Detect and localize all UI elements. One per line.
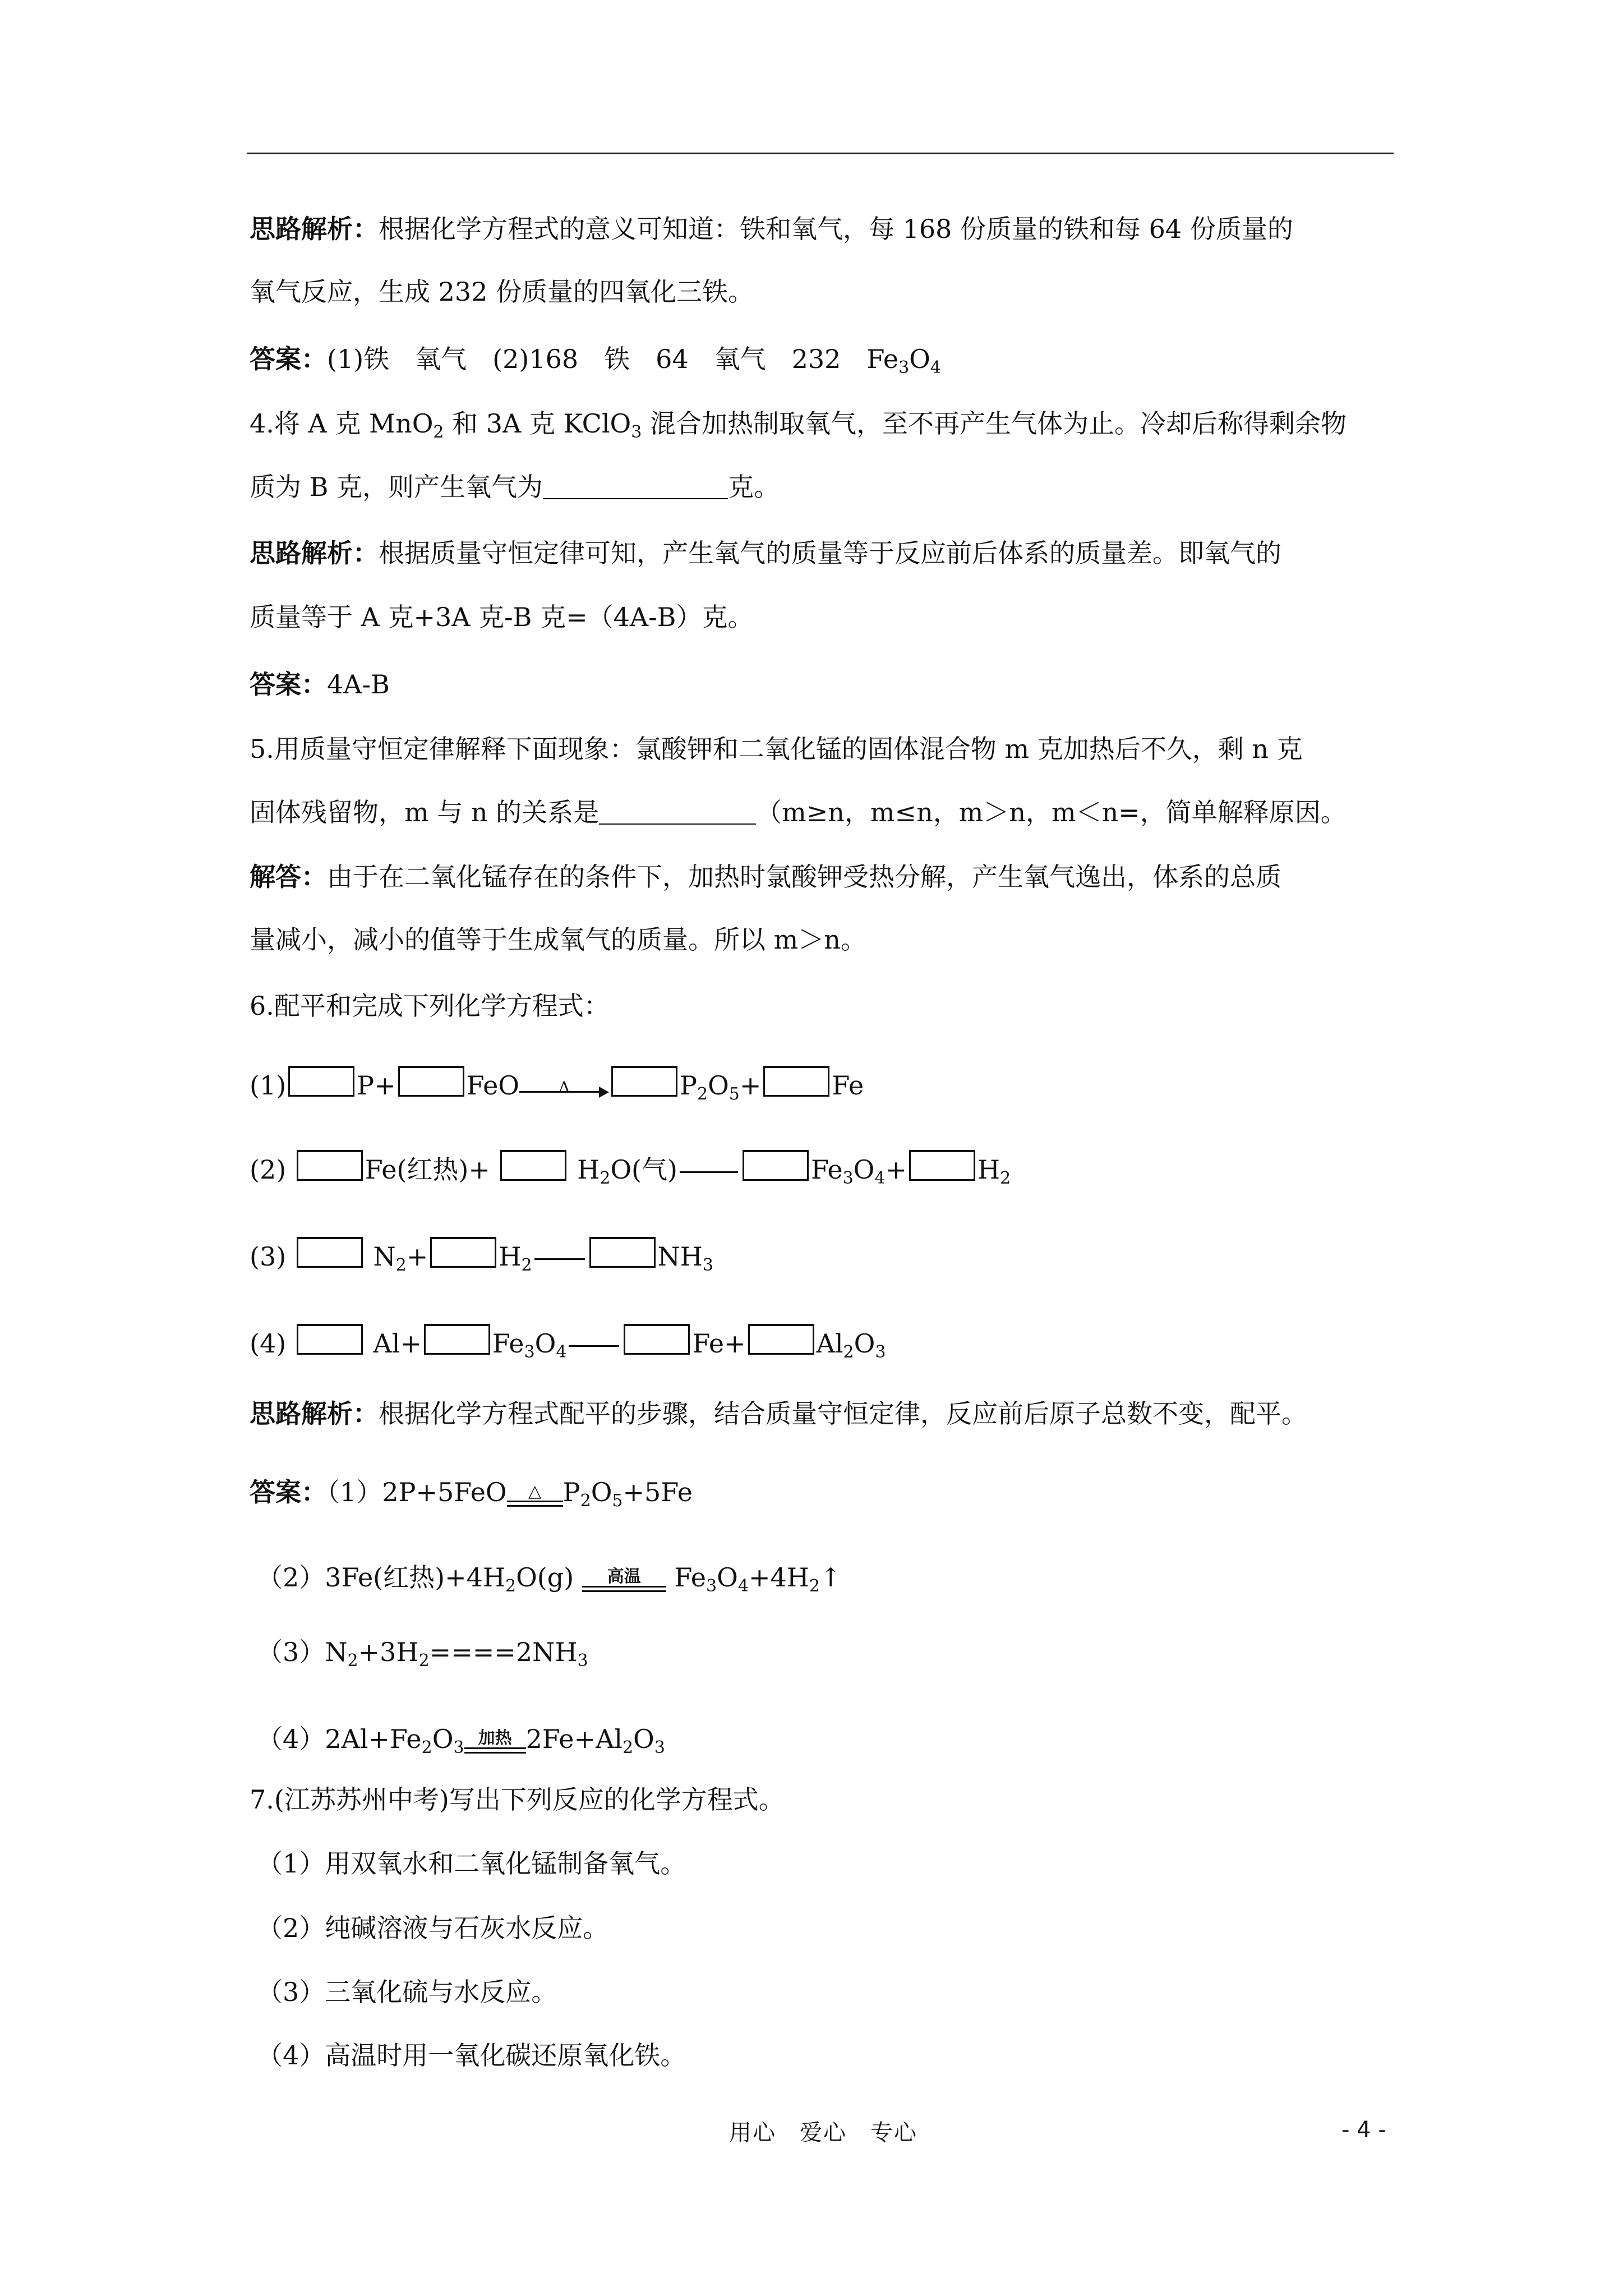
q6-answer-4: [257, 1722, 665, 1756]
formula-text: +: [406, 1241, 428, 1272]
subscript: 3: [842, 1168, 854, 1188]
coefficient-box[interactable]: [763, 1066, 829, 1097]
subscript: 3: [875, 1342, 886, 1362]
answer-label: 答案：: [250, 1477, 327, 1507]
coefficient-box[interactable]: [500, 1150, 566, 1181]
answer-blank[interactable]: [543, 473, 728, 499]
subscript: 2: [395, 1255, 407, 1275]
formula-text: H: [577, 1154, 600, 1185]
answer-text: O: [909, 344, 930, 374]
subscript: 2: [505, 1576, 517, 1596]
q4-line-1: [250, 407, 1347, 440]
formula-text: Fe: [492, 1328, 524, 1359]
formula-text: +3H: [358, 1637, 419, 1667]
reaction-condition: △: [528, 1481, 542, 1501]
answer-label: 答案：: [250, 669, 327, 700]
question-text: 7.(江苏苏州中考)写出下列反应的化学方程式。: [250, 1784, 785, 1815]
analysis-label: 思路解析：: [250, 214, 379, 244]
formula-text: O: [717, 1562, 738, 1593]
formula-text: 3Fe(红热)+4H: [325, 1562, 505, 1593]
formula-text: Fe: [674, 1562, 707, 1593]
answer-text: 由于在二氧化锰存在的条件下，加热时氯酸钾受热分解，产生氧气逸出，体系的总质: [327, 862, 1281, 892]
q4-answer: [250, 668, 390, 701]
coefficient-box[interactable]: [611, 1066, 677, 1097]
formula-text: Fe: [810, 1154, 843, 1185]
formula-text: +4H: [748, 1562, 809, 1593]
coefficient-box[interactable]: [297, 1237, 363, 1268]
formula-text: P: [562, 1477, 580, 1507]
q7-item-2: [257, 1911, 608, 1945]
question-text: 混合加热制取氧气，至不再产生气体为止。冷却后称得剩余物: [642, 408, 1347, 439]
item-number: （3）: [257, 1637, 325, 1667]
question-text: 质为 B 克，则产生氧气为: [250, 472, 543, 502]
formula-text: N: [373, 1241, 396, 1272]
subscript: 4: [874, 1168, 886, 1188]
q5-line-2: [250, 795, 1347, 829]
subscript: 2: [1000, 1168, 1011, 1188]
formula-text: O: [854, 1328, 875, 1359]
q3-analysis-line-2: [250, 275, 754, 309]
formula-text: O: [708, 1070, 729, 1101]
q7-title: [250, 1783, 785, 1816]
reaction-condition: Δ: [558, 1078, 570, 1097]
formula-text: Fe(红热)+: [365, 1154, 490, 1185]
q6-answer-2: [257, 1561, 842, 1594]
subscript: 4: [930, 358, 941, 378]
formula-text: O: [853, 1154, 875, 1185]
analysis-label: 思路解析：: [250, 1398, 379, 1429]
subscript: 3: [453, 1738, 464, 1757]
q4-analysis-line-2: [250, 600, 753, 634]
q3-answer: [250, 342, 941, 376]
q7-item-1: [257, 1847, 686, 1880]
subscript: 2: [600, 1168, 611, 1188]
reaction-dash: [569, 1345, 619, 1347]
question-text: 6.配平和完成下列化学方程式：: [250, 991, 610, 1021]
list-item: （4）高温时用一氧化碳还原氧化铁。: [257, 2040, 686, 2070]
subscript: 5: [612, 1491, 623, 1511]
formula-text: +5Fe: [623, 1477, 693, 1507]
page-number: - 4 -: [1341, 2117, 1386, 2143]
subscript: 2: [622, 1738, 634, 1757]
reaction-condition: 加热: [478, 1728, 512, 1748]
subscript: 2: [843, 1342, 854, 1362]
header-rule: [247, 153, 1394, 154]
answer-label: 答案：: [250, 344, 327, 374]
formula-text: N: [325, 1637, 348, 1667]
q6-title: [250, 989, 610, 1023]
item-number: （4）: [257, 1724, 325, 1754]
subscript: 3: [524, 1342, 535, 1362]
formula-text: 2P+5FeO: [382, 1477, 507, 1507]
analysis-text: 根据化学方程式配平的步骤，结合质量守恒定律，反应前后原子总数不变，配平。: [379, 1398, 1307, 1429]
reaction-dash: [680, 1171, 738, 1173]
formula-text: Al: [816, 1328, 843, 1359]
analysis-text: 根据质量守恒定律可知，产生氧气的质量等于反应前后体系的质量差。即氧气的: [379, 538, 1281, 568]
coefficient-box[interactable]: [288, 1066, 354, 1097]
formula-text: +: [739, 1070, 762, 1101]
subscript: 5: [728, 1084, 740, 1104]
subscript: 2: [521, 1255, 532, 1275]
q6-equation-2: [250, 1150, 1011, 1186]
analysis-text: 氧气反应，生成 232 份质量的四氧化三铁。: [250, 277, 754, 307]
reaction-dash: [534, 1258, 585, 1260]
answer-text: (1)铁 氧气 (2)168 铁 64 氧气 232 Fe: [327, 344, 899, 374]
q5-answer-line-1: [250, 860, 1281, 894]
page-footer: 用心 爱心 专心: [729, 2120, 917, 2146]
reaction-condition: 高温: [607, 1566, 641, 1586]
list-item: （3）三氧化硫与水反应。: [257, 1977, 557, 2007]
answer-blank[interactable]: [599, 799, 756, 825]
item-number: （2）: [257, 1562, 325, 1593]
coefficient-box[interactable]: [624, 1324, 690, 1355]
subscript: 2: [347, 1651, 358, 1671]
question-text: 4.将 A 克 MnO: [250, 408, 434, 439]
coefficient-box[interactable]: [297, 1150, 363, 1181]
question-text: 固体残留物，m 与 n 的关系是: [250, 797, 600, 827]
formula-text: FeO: [466, 1070, 520, 1101]
analysis-text: 质量等于 A 克+3A 克-B 克=（4A-B）克。: [250, 602, 754, 632]
subscript: 3: [577, 1651, 588, 1671]
subscript: 2: [421, 1738, 432, 1757]
question-text: 5.用质量守恒定律解释下面现象：氯酸钾和二氧化锰的固体混合物 m 克加热后不久，剩 n 克: [250, 734, 1303, 764]
list-item: （2）纯碱溶液与石灰水反应。: [257, 1913, 609, 1943]
subscript: 3: [654, 1738, 665, 1757]
answer-text: 量减小，减小的值等于生成氧气的质量。所以 m＞n。: [250, 924, 866, 955]
formula-text: 2Fe+Al: [525, 1724, 623, 1754]
formula-text: H: [499, 1241, 522, 1272]
coefficient-box[interactable]: [398, 1066, 464, 1097]
answer-label: 解答：: [250, 862, 327, 892]
question-text: （m≥n，m≤n，m＞n，m＜n=，简单解释原因。: [756, 797, 1347, 827]
q3-analysis-line-1: [250, 212, 1293, 246]
subscript: 2: [418, 1651, 430, 1671]
q4-line-2: [250, 470, 780, 504]
reaction-arrow: [519, 1076, 609, 1099]
equals-sign: [582, 1568, 666, 1592]
equals-sign: [464, 1729, 526, 1754]
q7-item-3: [257, 1975, 557, 2009]
question-text: 克。: [728, 472, 780, 502]
q5-answer-line-2: [250, 923, 866, 956]
subscript: 2: [697, 1084, 708, 1104]
formula-text: +: [885, 1154, 907, 1185]
item-number: (1): [250, 1070, 287, 1101]
subscript: 3: [898, 358, 910, 378]
formula-text: O: [534, 1328, 556, 1359]
q7-item-4: [257, 2039, 686, 2072]
q6-answer-3: [257, 1635, 588, 1669]
subscript: 2: [433, 422, 444, 442]
q6-equation-4: [250, 1324, 886, 1360]
formula-text: O(g): [516, 1562, 574, 1593]
formula-text: H: [978, 1154, 1000, 1185]
item-number: (2): [250, 1154, 287, 1185]
formula-text: ====2NH: [429, 1637, 578, 1667]
item-number: (4): [250, 1328, 287, 1359]
formula-text: P: [680, 1070, 697, 1101]
subscript: 3: [702, 1255, 713, 1275]
list-item: （1）用双氧水和二氧化锰制备氧气。: [257, 1848, 686, 1879]
formula-text: Al+: [373, 1328, 422, 1359]
subscript: 3: [631, 422, 642, 442]
formula-text: O: [432, 1724, 454, 1754]
q6-equation-3: [250, 1237, 713, 1273]
coefficient-box[interactable]: [589, 1237, 656, 1268]
subscript: 4: [556, 1342, 567, 1362]
analysis-text: 根据化学方程式的意义可知道：铁和氧气，每 168 份质量的铁和每 64 份质量的: [379, 214, 1293, 244]
q5-line-1: [250, 732, 1303, 766]
subscript: 2: [809, 1576, 820, 1596]
q6-equation-1: [250, 1066, 864, 1102]
formula-text: P+: [357, 1070, 396, 1101]
coefficient-box[interactable]: [909, 1150, 975, 1181]
subscript: 2: [580, 1491, 591, 1511]
analysis-label: 思路解析：: [250, 538, 379, 568]
formula-text: O: [633, 1724, 654, 1754]
gas-arrow-icon: ↑: [819, 1562, 842, 1593]
coefficient-box[interactable]: [424, 1324, 490, 1355]
formula-text: Fe+: [692, 1328, 746, 1359]
formula-text: NH: [657, 1241, 703, 1272]
formula-text: 2Al+Fe: [325, 1724, 422, 1754]
question-text: 和 3A 克 KClO: [444, 408, 631, 439]
q6-analysis: [250, 1397, 1307, 1430]
answer-text: 4A-B: [327, 669, 390, 700]
coefficient-box[interactable]: [748, 1324, 814, 1355]
subscript: 3: [706, 1576, 717, 1596]
item-number: （1）: [327, 1477, 382, 1507]
formula-text: Fe: [832, 1070, 864, 1101]
equals-sign: [507, 1483, 563, 1507]
q4-analysis-line-1: [250, 536, 1281, 570]
coefficient-box[interactable]: [743, 1150, 809, 1181]
formula-text: O: [591, 1477, 612, 1507]
formula-text: O(气): [610, 1154, 677, 1185]
coefficient-box[interactable]: [430, 1237, 496, 1268]
coefficient-box[interactable]: [297, 1324, 363, 1355]
q6-answer-1: [250, 1475, 693, 1509]
subscript: 4: [737, 1576, 749, 1596]
item-number: (3): [250, 1241, 287, 1272]
